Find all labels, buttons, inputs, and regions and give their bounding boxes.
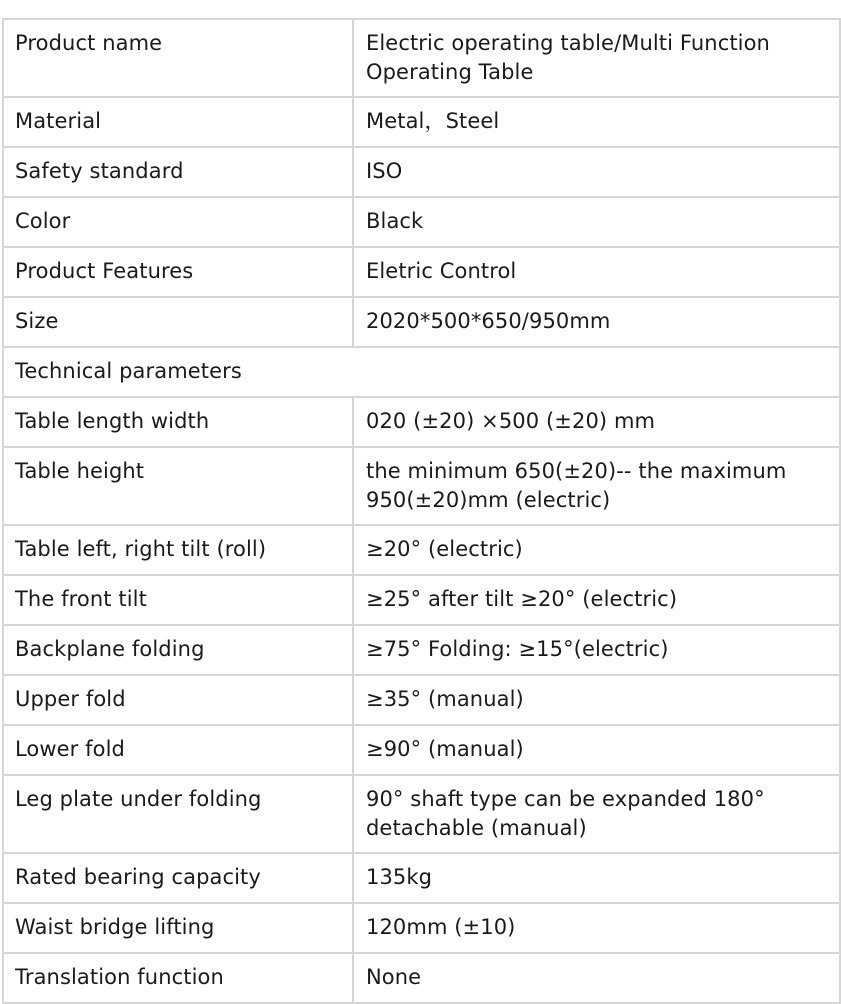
row-value: Black	[353, 197, 840, 247]
row-value: ≥90° (manual)	[353, 725, 840, 775]
table-row	[3, 725, 840, 775]
row-value: Eletric Control	[353, 247, 840, 297]
table-row	[3, 575, 840, 625]
row-value: ≥20° (electric)	[353, 525, 840, 575]
row-label: Table length width	[3, 397, 353, 447]
row-value: None	[353, 953, 840, 1003]
table-row	[3, 853, 840, 903]
section-header: Technical parameters	[3, 347, 840, 397]
table-row	[3, 97, 840, 147]
row-value: Metal，Steel	[353, 97, 840, 147]
row-label: Backplane folding	[3, 625, 353, 675]
row-label: Table height	[3, 447, 353, 525]
table-row	[3, 447, 840, 525]
row-label: Leg plate under folding	[3, 775, 353, 853]
table-row	[3, 775, 840, 853]
row-label: Material	[3, 97, 353, 147]
table-row	[3, 19, 840, 97]
row-value: ISO	[353, 147, 840, 197]
table-row	[3, 197, 840, 247]
row-label: Size	[3, 297, 353, 347]
row-label: Translation function	[3, 953, 353, 1003]
row-value: 90° shaft type can be expanded 180° detachable (manual)	[353, 775, 840, 853]
row-label: Waist bridge lifting	[3, 903, 353, 953]
row-label: Safety standard	[3, 147, 353, 197]
row-value: the minimum 650(±20)-- the maximum 950(±20)mm (electric)	[353, 447, 840, 525]
table-row	[3, 903, 840, 953]
row-value: Electric operating table/Multi Function Operating Table	[353, 19, 840, 97]
row-value: ≥25° after tilt ≥20° (electric)	[353, 575, 840, 625]
row-value: 120mm (±10)	[353, 903, 840, 953]
table-row	[3, 953, 840, 1003]
row-label: Lower fold	[3, 725, 353, 775]
row-value: ≥75° Folding: ≥15°(electric)	[353, 625, 840, 675]
table-row	[3, 397, 840, 447]
row-value: 020 (±20) ×500 (±20) mm	[353, 397, 840, 447]
row-value: ≥35° (manual)	[353, 675, 840, 725]
row-label: Upper fold	[3, 675, 353, 725]
table-row	[3, 147, 840, 197]
row-label: The front tilt	[3, 575, 353, 625]
table-row	[3, 525, 840, 575]
row-label: Table left, right tilt (roll)	[3, 525, 353, 575]
row-label: Rated bearing capacity	[3, 853, 353, 903]
table-row	[3, 297, 840, 347]
row-value: 135kg	[353, 853, 840, 903]
row-label: Color	[3, 197, 353, 247]
table-row	[3, 675, 840, 725]
spec-table	[2, 18, 841, 1004]
table-row	[3, 247, 840, 297]
table-row	[3, 625, 840, 675]
section-header-row	[3, 347, 840, 397]
row-label: Product name	[3, 19, 353, 97]
row-value: 2020*500*650/950mm	[353, 297, 840, 347]
row-label: Product Features	[3, 247, 353, 297]
